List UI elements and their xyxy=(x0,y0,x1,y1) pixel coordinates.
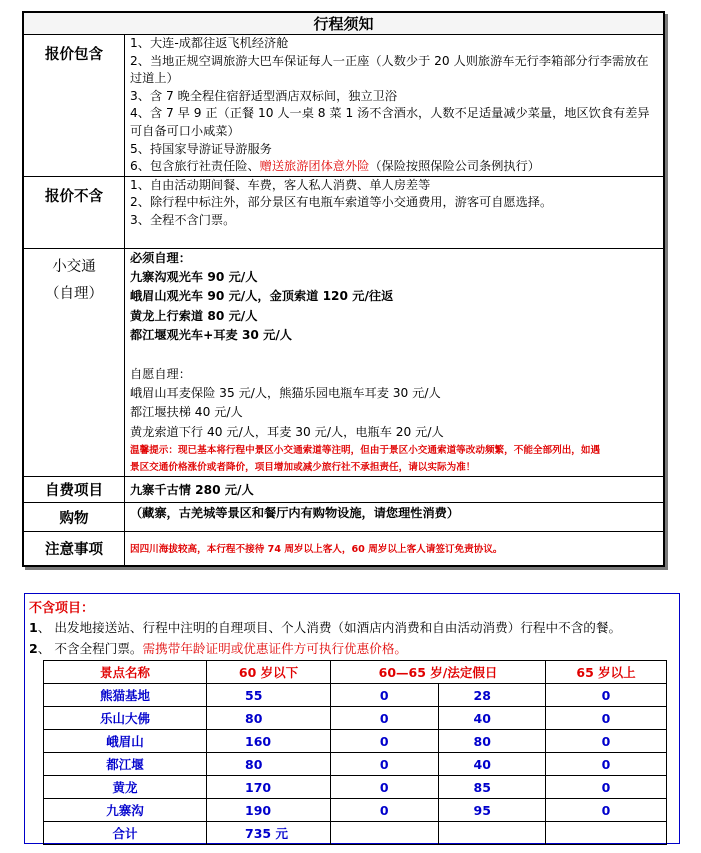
optional-item: 都江堰扶梯 40 元/人 xyxy=(130,405,243,420)
self-pay-label: 自费项目 xyxy=(23,477,125,503)
shopping-text: （藏寨，古羌城等景区和餐厅内有购物设施，请您理性消费） xyxy=(125,503,665,532)
gift-insurance-text: 赠送旅游团体意外险 xyxy=(259,159,370,174)
price-included-content xyxy=(125,35,665,177)
included-item: 5、持国家导游证导游服务 xyxy=(130,141,272,156)
optional-item: 黄龙索道下行 40 元/人，耳麦 30 元/人，电瓶车 20 元/人 xyxy=(130,424,444,439)
excluded-line-1: 1、 出发地接送站、行程中注明的自理项目、个人消费（如酒店内消费和自由活动消费）行程中不含的餐。 xyxy=(29,620,622,635)
ticket-price-table xyxy=(43,660,667,845)
total-value: 735 元 xyxy=(207,822,331,845)
header-cell: 65 岁以上 xyxy=(546,661,667,684)
notice-title: 行程须知 xyxy=(23,12,664,35)
table-total-row xyxy=(44,822,667,845)
shopping-label: 购物 xyxy=(23,503,125,532)
optional-item: 峨眉山耳麦保险 35 元/人，熊猫乐园电瓶车耳麦 30 元/人 xyxy=(130,385,441,400)
total-label: 合计 xyxy=(44,822,207,845)
included-item: 1、大连-成都往返飞机经济舱 xyxy=(130,36,289,50)
table-row: 峨眉山 160 0 80 0 xyxy=(44,730,667,753)
price-excluded-content xyxy=(125,176,665,248)
excluded-item: 2、除行程中标注外，部分景区有电瓶车索道等小交通费用，游客可自愿选择。 xyxy=(130,195,553,210)
required-item: 黄龙上行索道 80 元/人 xyxy=(130,308,258,323)
required-item: 峨眉山观光车 90 元/人，金顶索道 120 元/往返 xyxy=(130,289,394,304)
included-item: 2、当地正规空调旅游大巴车保证每人一正座（人数少于 20 人则旅游车无行李箱部分行李需放在过道上） xyxy=(130,53,649,86)
excluded-items-box xyxy=(24,593,680,844)
transport-label: 小交通 （自理） xyxy=(23,248,125,477)
optional-title: 自愿自理： xyxy=(130,366,191,381)
table-row: 黄龙 170 0 85 0 xyxy=(44,776,667,799)
discount-note: 需携带年龄证明或优惠证件方可执行优惠价格。 xyxy=(142,641,407,656)
caution-text: 因四川海拔较高，本行程不接待 74 周岁以上客人，60 周岁以上客人请签订免责协议。 xyxy=(125,532,665,567)
table-row: 乐山大佛 80 0 40 0 xyxy=(44,707,667,730)
transport-content xyxy=(125,248,665,477)
excluded-line-2: 2、 不含全程门票。需携带年龄证明或优惠证件方可执行优惠价格。 xyxy=(29,641,407,656)
required-item: 都江堰观光车+耳麦 30 元/人 xyxy=(130,328,292,343)
required-item: 九寨沟观光车 90 元/人 xyxy=(130,269,258,284)
table-row: 都江堰 80 0 40 0 xyxy=(44,753,667,776)
table-row: 九寨沟 190 0 95 0 xyxy=(44,799,667,822)
excluded-heading: 不含项目： xyxy=(29,601,95,616)
excluded-item: 3、全程不含门票。 xyxy=(130,212,236,227)
price-included-label: 报价包含 xyxy=(23,35,125,177)
warning-line: 景区交通价格涨价或者降价，项目增加或减少旅行社不承担责任，请以实际为准！ xyxy=(130,462,476,474)
price-excluded-label: 报价不含 xyxy=(23,176,125,248)
header-cell: 景点名称 xyxy=(44,661,207,684)
included-item: 3、含 7 晚全程住宿舒适型酒店双标间，独立卫浴 xyxy=(130,88,398,103)
header-cell: 60—65 岁/法定假日 xyxy=(331,661,546,684)
excluded-item: 1、自由活动期间餐、车费，客人私人消费、单人房差等 xyxy=(130,177,431,192)
required-title: 必须自理： xyxy=(130,250,191,265)
table-row: 熊猫基地 55 0 28 0 xyxy=(44,684,667,707)
table-header-row xyxy=(44,661,667,684)
self-pay-text: 九寨千古情 280 元/人 xyxy=(125,477,665,503)
header-cell: 60 岁以下 xyxy=(207,661,331,684)
itinerary-notice-table xyxy=(22,11,665,567)
included-item-insurance: 6、包含旅行社责任险、赠送旅游团体意外险（保险按照保险公司条例执行） xyxy=(130,159,540,174)
caution-label: 注意事项 xyxy=(23,532,125,567)
included-item: 4、含 7 早 9 正（正餐 10 人一桌 8 菜 1 汤不含酒水，人数不足适量减少菜量，地区饮食有差异可自备可口小咸菜） xyxy=(130,106,650,138)
warning-line: 温馨提示：现已基本将行程中景区小交通索道等注明，但由于景区小交通索道等改动频繁，不能全部列出，如遇 xyxy=(130,445,601,457)
